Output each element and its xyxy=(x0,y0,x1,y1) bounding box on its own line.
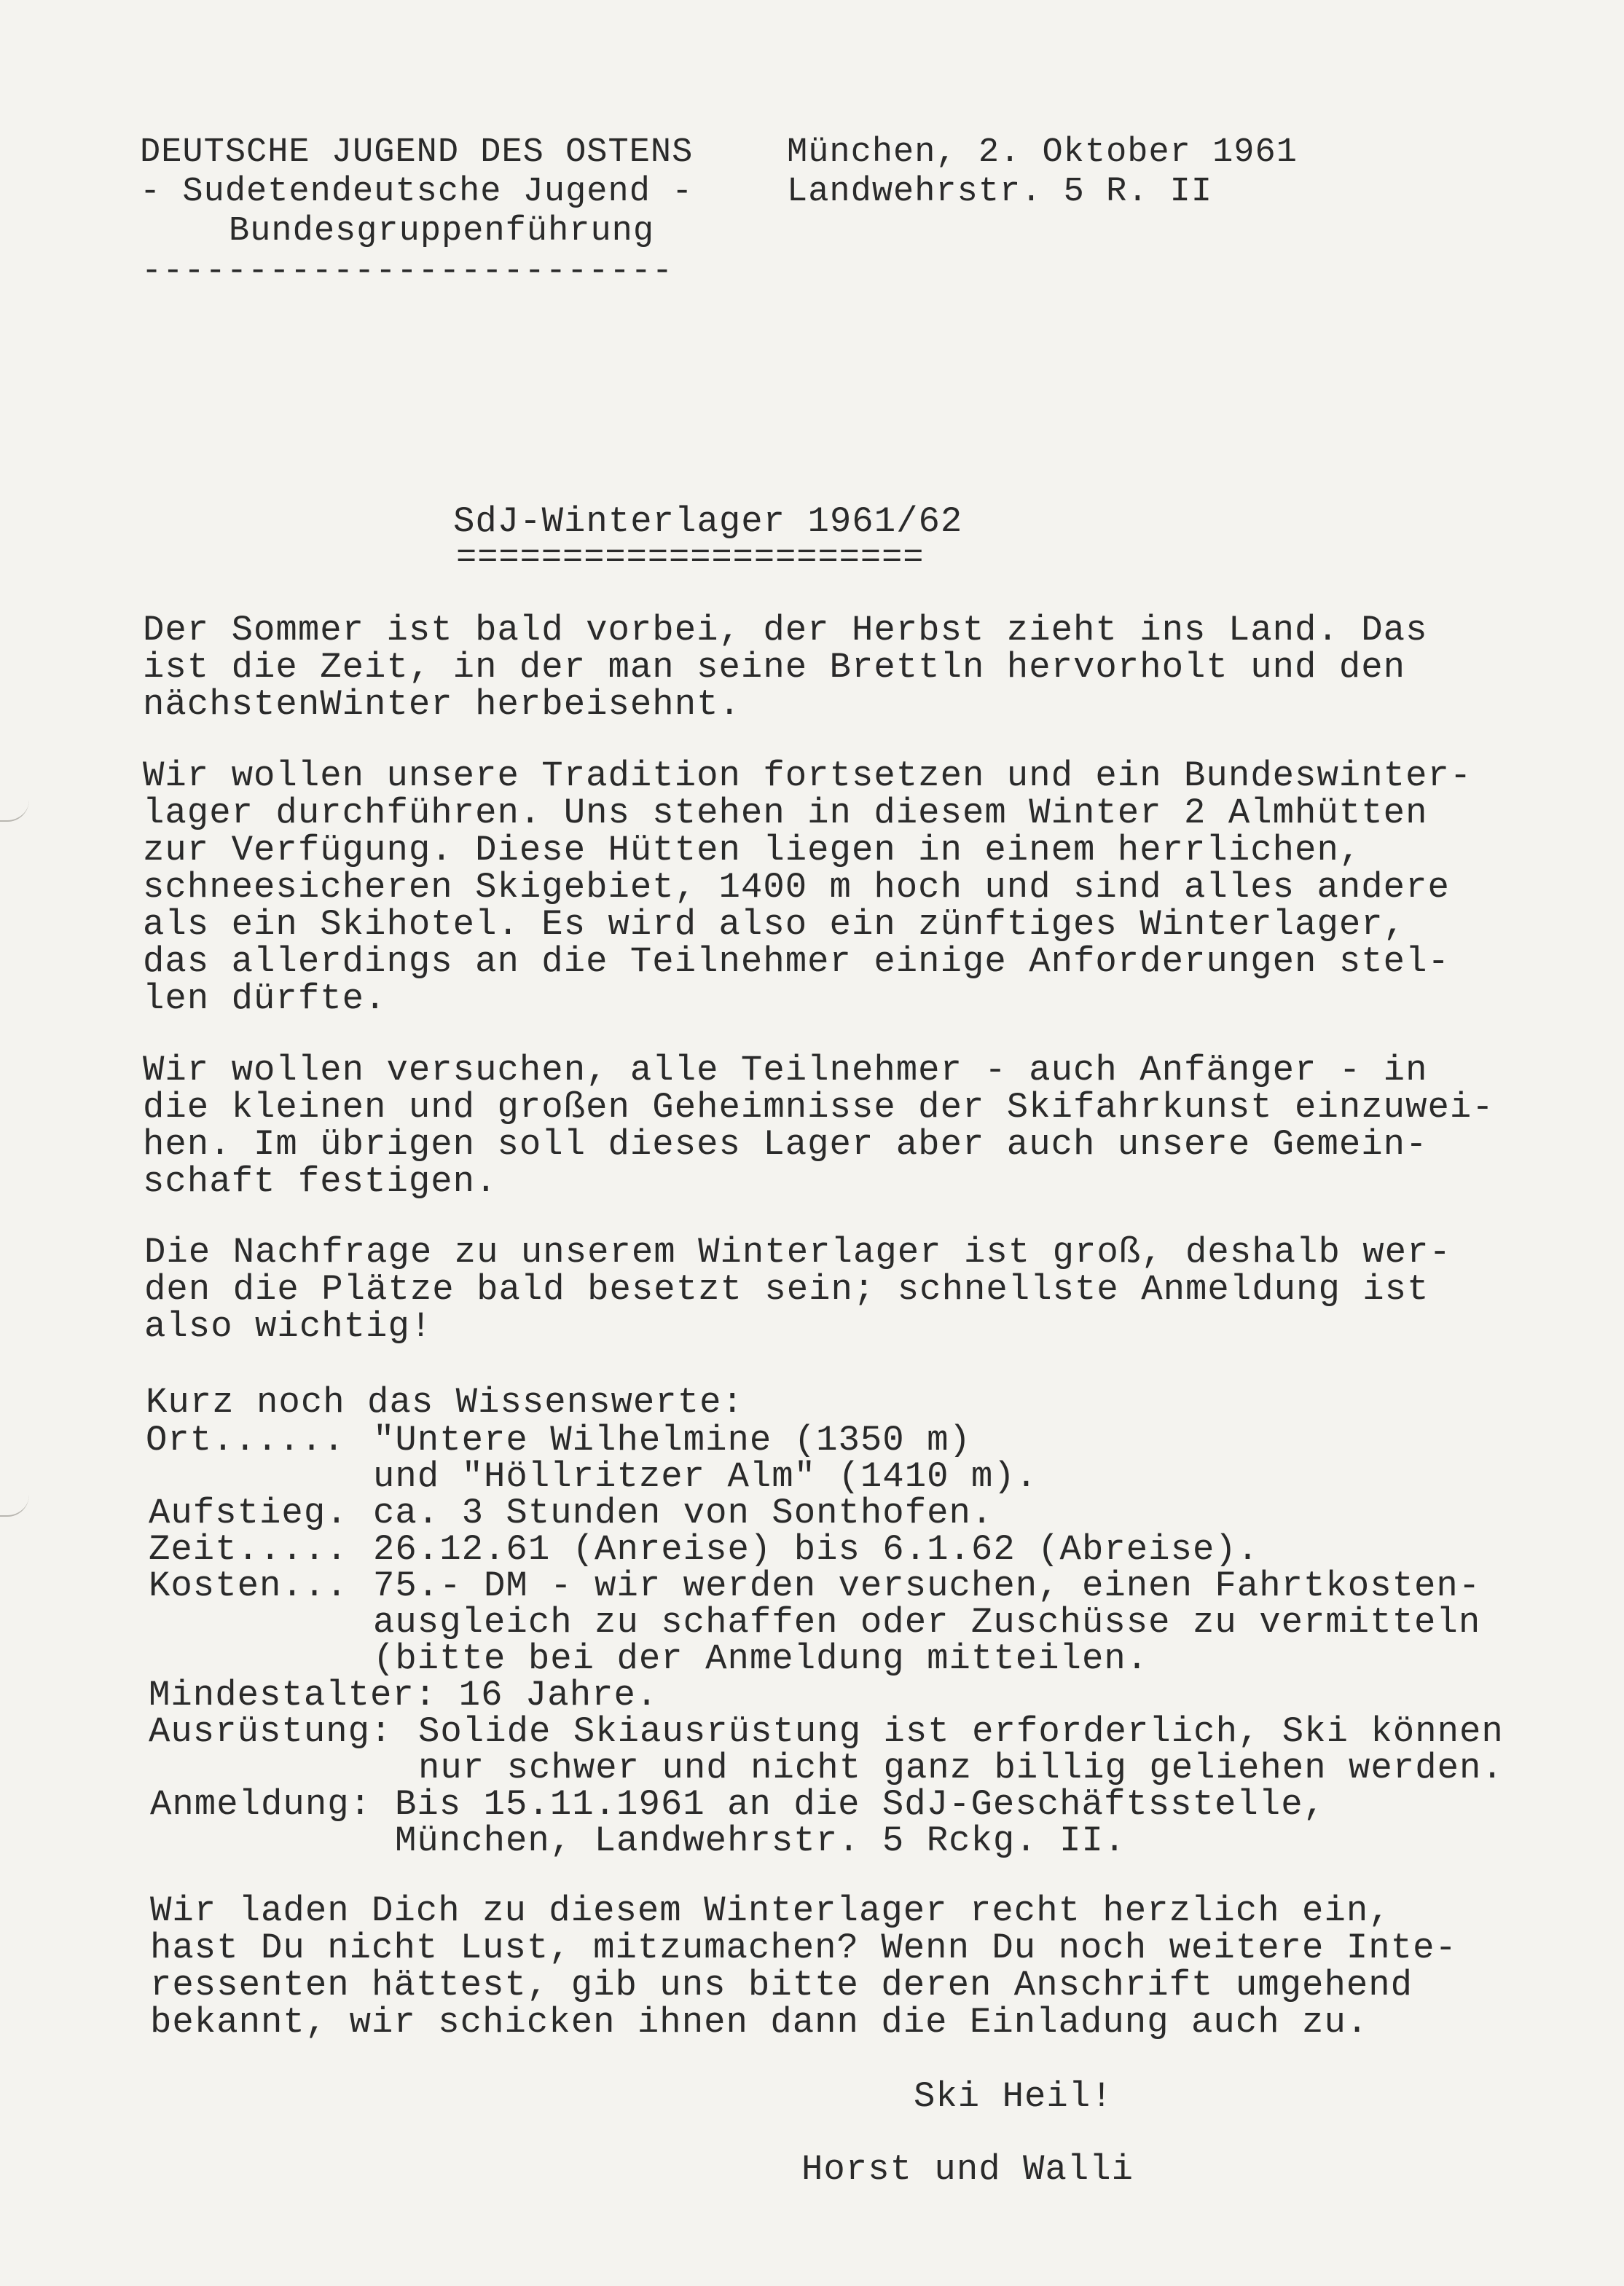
paragraph-line: den die Plätze bald besetzt sein; schnellste Anmeldung ist xyxy=(144,1269,1429,1310)
paragraph-line: also wichtig! xyxy=(144,1306,433,1347)
paragraph-line: lager durchführen. Uns stehen in diesem Winter 2 Almhütten xyxy=(143,793,1428,833)
zeit-value: 26.12.61 (Anreise) bis 6.1.62 (Abreise). xyxy=(373,1529,1260,1570)
signature: Horst und Walli xyxy=(801,2149,1134,2190)
paragraph-line: Wir laden Dich zu diesem Winterlager recht herzlich ein, xyxy=(150,1890,1391,1931)
paragraph-line: ressenten hättest, gib uns bitte deren Anschrift umgehend xyxy=(150,1965,1413,2006)
info-intro: Kurz noch das Wissenswerte: xyxy=(146,1382,744,1423)
ort-value-line1: "Untere Wilhelmine (1350 m) xyxy=(373,1420,971,1461)
paragraph-line: die kleinen und großen Geheimnisse der Skifahrkunst einzuwei- xyxy=(143,1087,1494,1128)
kosten-value-line2: ausgleich zu schaffen oder Zuschüsse zu vermitteln xyxy=(373,1602,1481,1643)
greeting: Ski Heil! xyxy=(914,2076,1113,2117)
paragraph-2 xyxy=(143,755,1472,1019)
paragraph-3 xyxy=(143,1052,1494,1201)
kosten-value-line3: (bitte bei der Anmeldung mitteilen. xyxy=(373,1638,1149,1679)
closing-paragraph xyxy=(150,1890,1457,2043)
ausruestung-label: Ausrüstung: xyxy=(149,1711,393,1752)
paragraph-line: hen. Im übrigen soll dieses Lager aber auch unsere Gemein- xyxy=(143,1124,1428,1165)
paragraph-line: schaft festigen. xyxy=(143,1161,498,1202)
ort-value-line2: und "Höllritzer Alm" (1410 m). xyxy=(373,1456,1038,1497)
ort-label: Ort...... xyxy=(146,1420,345,1461)
paragraph-line: das allerdings an die Teilnehmer einige Anforderungen stel- xyxy=(143,941,1450,982)
paragraph-line: bekannt, wir schicken ihnen dann die Einladung auch zu. xyxy=(150,2002,1369,2043)
org-department: Bundesgruppenführung xyxy=(229,212,655,251)
letter-address: Landwehrstr. 5 R. II xyxy=(787,173,1213,211)
kosten-label: Kosten... xyxy=(149,1566,348,1606)
paragraph-line: ist die Zeit, in der man seine Brettln hervorholt und den xyxy=(143,647,1406,688)
ausruestung-value-line1: Solide Skiausrüstung ist erforderlich, Ski können xyxy=(418,1711,1504,1752)
paragraph-line: zur Verfügung. Diese Hütten liegen in einem herrlichen, xyxy=(143,830,1362,871)
binder-hole-mark xyxy=(0,798,29,822)
ausruestung-value-line2: nur schwer und nicht ganz billig geliehen werden. xyxy=(418,1748,1504,1788)
paragraph-line: Wir wollen versuchen, alle Teilnehmer - auch Anfänger - in xyxy=(143,1050,1428,1091)
title-underline: ====================== xyxy=(456,539,925,578)
aufstieg-label: Aufstieg. xyxy=(149,1493,348,1533)
paragraph-1 xyxy=(143,612,1427,723)
paragraph-line: Wir wollen unsere Tradition fortsetzen und ein Bundeswinter- xyxy=(143,755,1472,796)
paragraph-line: hast Du nicht Lust, mitzumachen? Wenn Du noch weitere Inte- xyxy=(150,1928,1457,1968)
paragraph-line: schneesicheren Skigebiet, 1400 m hoch und sind alles andere xyxy=(143,867,1450,908)
binder-hole-mark xyxy=(0,1493,29,1517)
paragraph-line: nächstenWinter herbeisehnt. xyxy=(143,684,741,725)
org-rule: ------------------------- xyxy=(141,252,674,291)
paragraph-line: len dürfte. xyxy=(143,978,387,1019)
paragraph-4 xyxy=(144,1234,1451,1346)
mindestalter: Mindestalter: 16 Jahre. xyxy=(149,1675,659,1716)
paragraph-line: als ein Skihotel. Es wird also ein zünftiges Winterlager, xyxy=(143,904,1406,945)
aufstieg-value: ca. 3 Stunden von Sonthofen. xyxy=(373,1493,994,1533)
org-name: DEUTSCHE JUGEND DES OSTENS xyxy=(140,133,694,172)
org-subtitle: - Sudetendeutsche Jugend - xyxy=(140,173,694,211)
zeit-label: Zeit..... xyxy=(149,1529,348,1570)
anmeldung-value-line2: München, Landwehrstr. 5 Rckg. II. xyxy=(395,1820,1126,1861)
kosten-value-line1: 75.- DM - wir werden versuchen, einen Fahrtkosten- xyxy=(373,1566,1481,1606)
letter-date: München, 2. Oktober 1961 xyxy=(787,133,1298,172)
letter-title: SdJ-Winterlager 1961/62 xyxy=(453,501,963,542)
paragraph-line: Die Nachfrage zu unserem Winterlager ist groß, deshalb wer- xyxy=(144,1232,1451,1273)
paragraph-line: Der Sommer ist bald vorbei, der Herbst zieht ins Land. Das xyxy=(143,610,1428,651)
anmeldung-value-line1: Bis 15.11.1961 an die SdJ-Geschäftsstelle, xyxy=(395,1784,1326,1825)
anmeldung-label: Anmeldung: xyxy=(150,1784,372,1825)
